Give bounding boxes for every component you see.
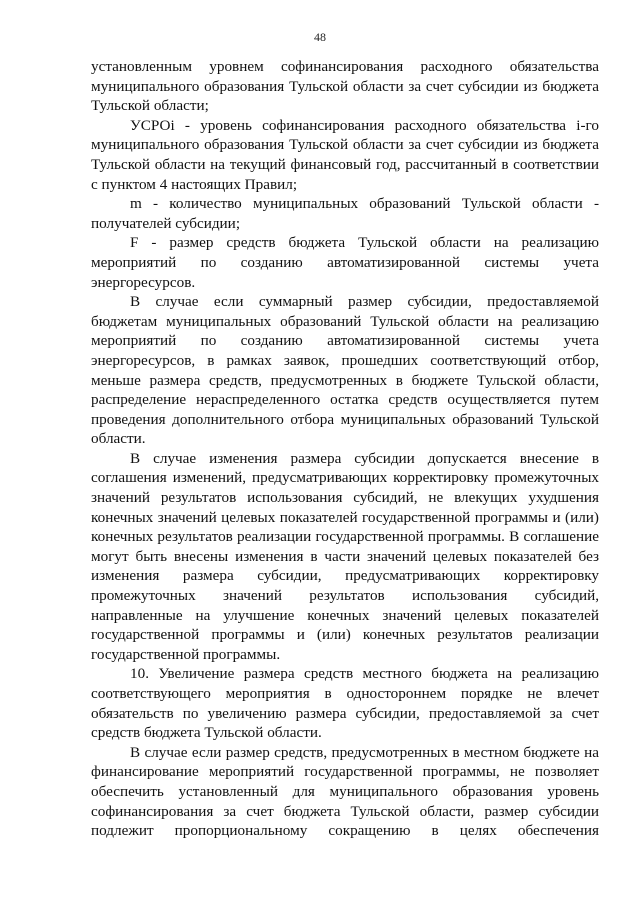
paragraph-item-10: 10. Увеличение размера средств местного бюджета на реализацию соответствующего мероприятия в одностороннем порядке не влечет обязательств по увеличению размера субсидии, предоставляемой за счет средств бюджета Тульской области. (91, 665, 599, 742)
page-number: 48 (314, 30, 326, 44)
paragraph-agreement-changes: В случае изменения размера субсидии допускается внесение в соглашения изменений, предусматривающих корректировку промежуточных значений результатов использования субсидий, не влекущих ухудшения конечных значений целевых показателей государственной программы и (или) конечных результатов реализации государственной программы. В соглашение могут быть внесены изменения в части значений целевых показателей без изменения размера субсидии, предусматривающих корректировку промежуточных значений результатов использования субсидий, направленные на улучшение конечных значений целевых показателей государственной программы и (или) конечных результатов реализации государственной программы. (91, 449, 599, 663)
paragraph-additional-selection: В случае если суммарный размер субсидии, предоставляемой бюджетам муниципальных образований Тульской области на реализацию мероприятий по созданию автоматизированной системы учета энергоресурсов, в рамках заявок, прошедших соответствующий отбор, меньше размера средств, предусмотренных в бюджете Тульской области, распределение нераспределенного остатка средств осуществляется путем проведения дополнительного отбора муниципальных образований Тульской области. (91, 293, 599, 448)
paragraph-m-definition: m - количество муниципальных образований Тульской области - получателей субсидии; (91, 195, 599, 232)
paragraph-continuation: установленным уровнем софинансирования расходного обязательства муниципального образования Тульской области за счет субсидии из бюджета Тульской области; (91, 58, 599, 115)
paragraph-proportional-reduction: В случае если размер средств, предусмотренных в местном бюджете на финансирование мероприятий государственной программы, не позволяет обеспечить установленный для муниципального образования уровень софинансирования за счет бюджета Тульской области, размер субсидии подлежит пропорциональному сокращению в целях обеспечения (91, 743, 599, 840)
paragraph-f-definition: F - размер средств бюджета Тульской области на реализацию мероприятий по созданию автоматизированной системы учета энергоресурсов. (91, 234, 599, 291)
paragraph-usroi-definition: УСРОi - уровень софинансирования расходного обязательства i-го муниципального образования Тульской области за счет субсидии из бюджета Тульской области на текущий финансовый год, рассчитанный в соответствии с пунктом 4 настоящих Правил; (91, 116, 599, 193)
document-body (91, 57, 599, 841)
